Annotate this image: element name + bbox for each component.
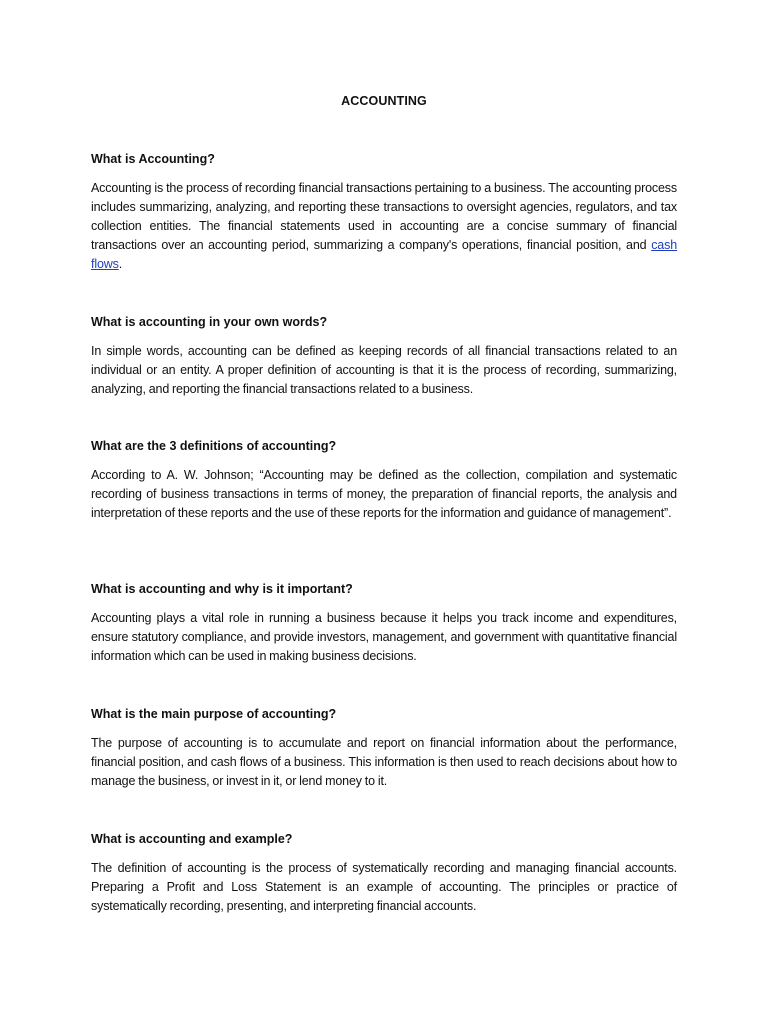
section-paragraph: According to A. W. Johnson; “Accounting may be defined as the collection, compilation and systematic recording of business transactions in terms of money, the preparation of financial reports, the analysis and interpretation of these reports and the use of these reports for the information and guidance of management”. [91,468,677,521]
paragraph-text-end: . [118,257,123,272]
section-paragraph: The definition of accounting is the process of systematically recording and managing financial accounts. Preparing a Profit and Loss Statement is an example of accounting. The principles or practice of systematically recording, presenting, and interpreting financial accounts. [91,861,677,914]
section-own-words [91,313,677,399]
section-heading: What is accounting in your own words? [91,315,328,329]
paragraph-text: Accounting is the process of recording financial transactions pertaining to a business. The accounting process includes summarizing, analyzing, and reporting these transactions to oversight agencies, regulators, and tax collection entities. The financial statements used in accounting are a concise summary of financial transactions over an accounting period, summarizing a company's operations, financial position, and [91,181,677,253]
section-example [91,830,677,916]
cash-flows-link[interactable]: cash flows [91,238,677,272]
document-title: ACCOUNTING [341,94,427,108]
section-heading: What are the 3 definitions of accounting? [91,439,337,453]
section-what-is-accounting [91,150,677,274]
section-paragraph [91,179,677,274]
section-heading: What is accounting and why is it important? [91,582,353,596]
section-why-important [91,580,677,666]
section-heading: What is accounting and example? [91,832,293,846]
section-paragraph: In simple words, accounting can be defined as keeping records of all financial transactions related to an individual or an entity. A proper definition of accounting is that it is the process of recording, summarizing, analyzing, and reporting the financial transactions related to a business. [91,344,677,397]
section-paragraph: The purpose of accounting is to accumulate and report on financial information about the performance, financial position, and cash flows of a business. This information is then used to reach decisions about how to manage the business, or invest in it, or lend money to it. [91,736,677,789]
section-main-purpose [91,705,677,791]
section-paragraph: Accounting plays a vital role in running a business because it helps you track income and expenditures, ensure statutory compliance, and provide investors, management, and government with quantitative financial information which can be used in making business decisions. [91,611,677,664]
section-three-definitions [91,437,677,523]
section-heading: What is the main purpose of accounting? [91,707,337,721]
section-heading: What is Accounting? [91,152,215,166]
